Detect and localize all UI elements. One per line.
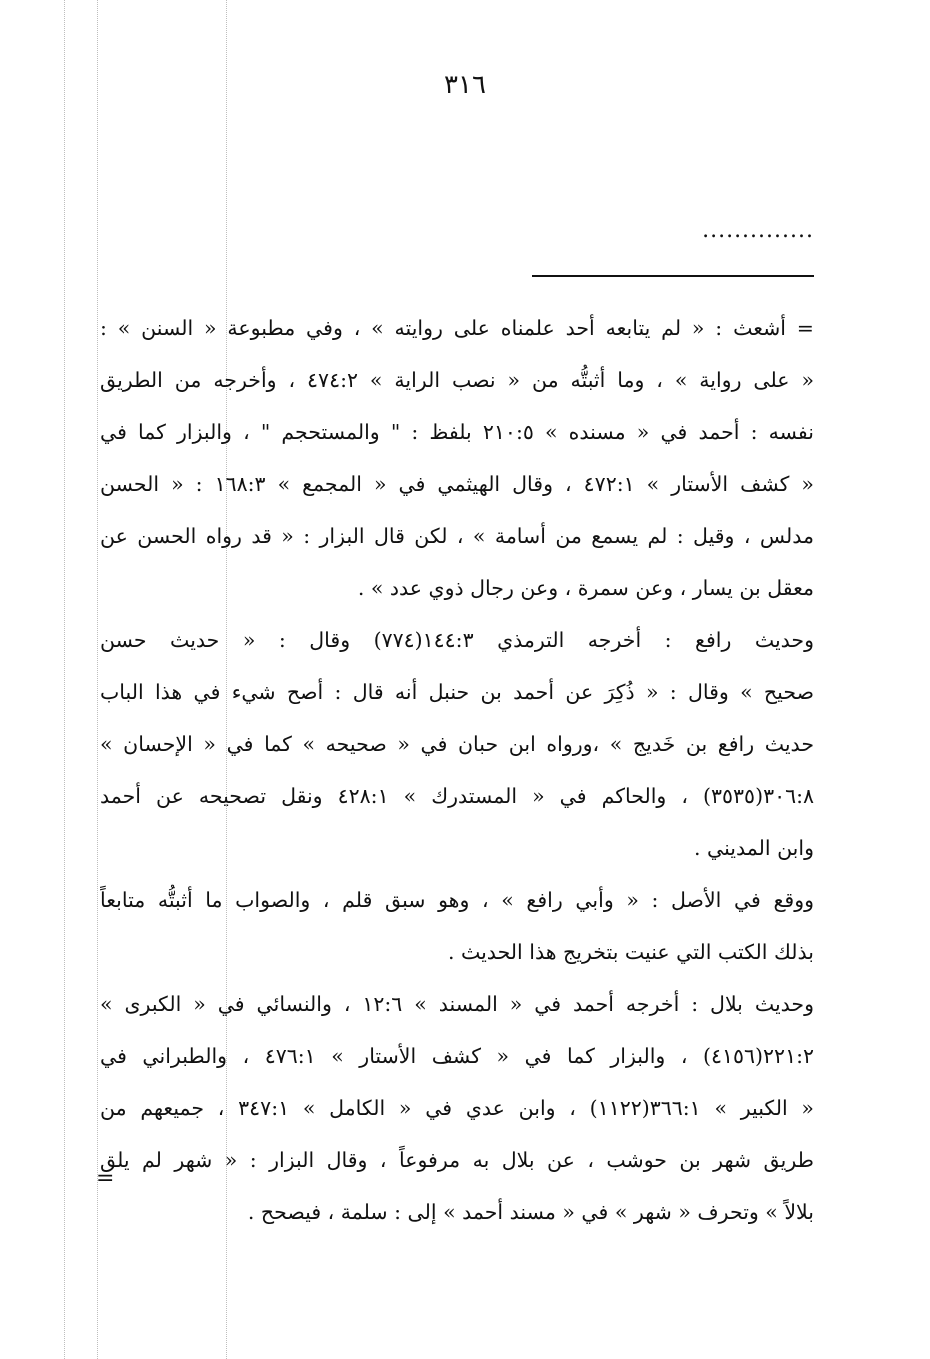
text-line: صحيح » وقال : « ذُكِرَ عن أحمد بن حنبل أنه قال : أصح شيء في هذا الباب	[100, 680, 814, 704]
text-line: وحديث بلال : أخرجه أحمد في « المسند » ١٢:٦ ، والنسائي في « الكبرى »	[100, 992, 814, 1016]
scan-margin-guide	[64, 0, 65, 1359]
text-line: بلالاً » وتحرف « شهر » في « مسند أحمد » إلى : سلمة ، فيصحح .	[247, 1200, 814, 1224]
page-number: ٣١٦	[444, 70, 486, 100]
text-line: معقل بن يسار ، وعن سمرة ، وعن رجال ذوي عدد » .	[357, 576, 814, 600]
text-line: حديث رافع بن خَديج » ،ورواه ابن حبان في « صحيحه » كما في « الإحسان »	[100, 732, 814, 756]
text-line: مدلس ، وقيل : لم يسمع من أسامة » ، لكن قال البزار : « قد رواه الحسن عن	[100, 524, 814, 548]
footnote-separator-rule	[532, 275, 814, 277]
text-line: ٢٢١:٢(٤١٥٦) ، والبزار كما في « كشف الأستار » ٤٧٦:١ ، والطبراني في	[100, 1044, 814, 1068]
text-line: وابن المديني .	[694, 836, 814, 860]
text-line: ووقع في الأصل : « وأبي رافع » ، وهو سبق قلم ، والصواب ما أثبتُّه متابعاً	[100, 888, 814, 912]
scan-margin-guide	[97, 0, 98, 1359]
text-line: وحديث رافع : أخرجه الترمذي ١٤٤:٣(٧٧٤) وقال : « حديث حسن	[100, 628, 814, 652]
text-line: بذلك الكتب التي عنيت بتخريج هذا الحديث .	[447, 940, 814, 964]
text-line: « الكبير » ٣٦٦:١(١١٢٢) ، وابن عدي في « الكامل » ٣٤٧:١ ، جميعهم من	[100, 1096, 814, 1120]
continuation-mark: =	[96, 1166, 115, 1191]
text-line: « على رواية » ، وما أثبتُّه من « نصب الراية » ٤٧٤:٢ ، وأخرجه من الطريق	[100, 368, 814, 392]
text-line: طريق شهر بن حوشب ، عن بلال به مرفوعاً ، وقال البزار : « شهر لم يلق	[100, 1148, 814, 1172]
text-line: « كشف الأستار » ٤٧٢:١ ، وقال الهيثمي في « المجمع » ١٦٨:٣ : « الحسن	[100, 472, 814, 496]
text-line: نفسه : أحمد في « مسنده » ٢١٠:٥ بلفظ : " والمستحجم " ، والبزار كما في	[100, 420, 814, 444]
ellipsis-dots: ..............	[702, 218, 814, 243]
text-line: ٣٠٦:٨(٣٥٣٥) ، والحاكم في « المستدرك » ٤٢٨:١ ونقل تصحيحه عن أحمد	[100, 784, 814, 808]
text-line: = أشعث : « لم يتابعه أحد علمناه على روايته » ، وفي مطبوعة « السنن » :	[100, 316, 814, 340]
footnote-text	[100, 302, 814, 1238]
